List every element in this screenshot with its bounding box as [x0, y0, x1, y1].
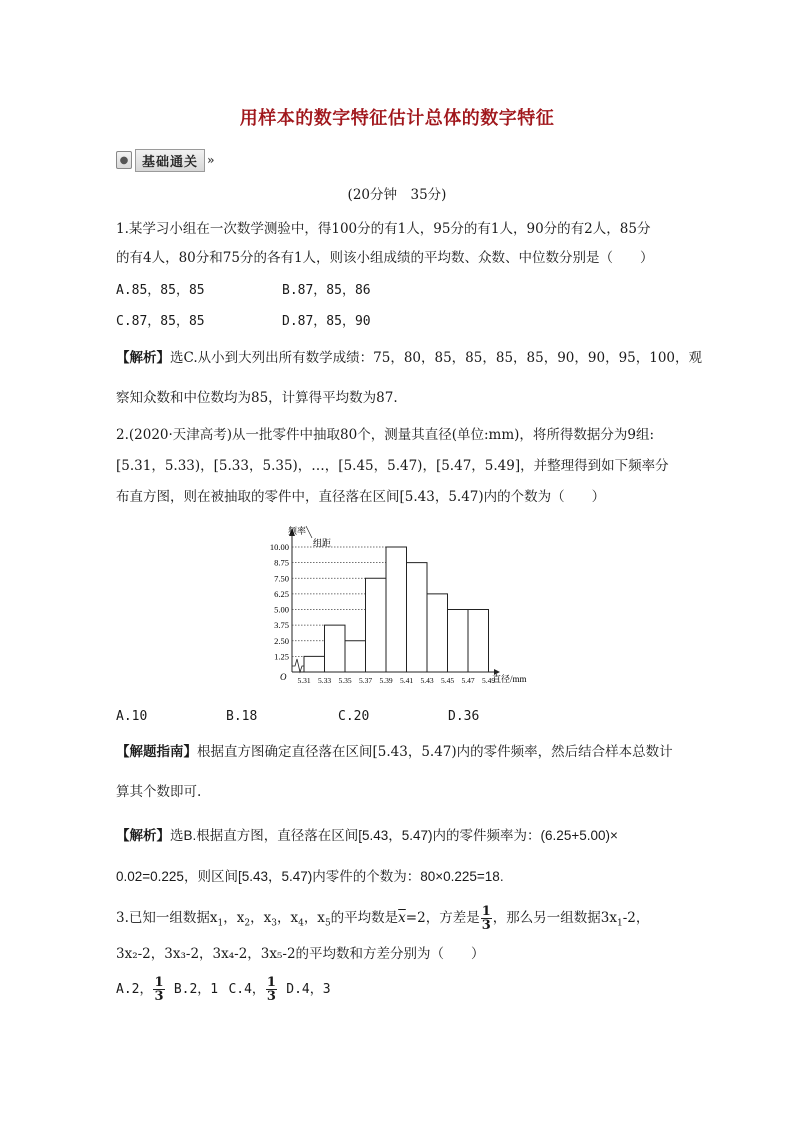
section-arrow: » [207, 153, 215, 167]
q1-option-a: A.85，85，85 [116, 283, 205, 298]
q3-line1-b: 的平均数是 [330, 910, 399, 926]
x-tick-label: 5.33 [317, 676, 332, 685]
q2-option-a: A.10 [116, 709, 148, 724]
histogram-bar [345, 641, 366, 672]
q2-line3: 布直方图，则在被抽取的零件中，直径落在区间[5.43，5.47)内的个数为（ ） [116, 489, 606, 505]
q3-line1-d: ，那么另一组数据3x [492, 910, 617, 926]
q1-option-b: B.87，85，86 [282, 283, 371, 298]
lightbulb-icon: ● [116, 151, 132, 169]
x-tick-label: 5.37 [358, 676, 373, 685]
q2-line2: [5.31，5.33)，[5.33，5.35)，…，[5.45，5.47)，[5.47，5.49]，并整理得到如下频率分 [116, 458, 669, 474]
x-tick-label: 5.35 [338, 676, 352, 685]
q3-option-b: B.2，1 [173, 982, 219, 997]
q3-line2: 3x₂-2，3x₃-2，3x₄-2，3x₅-2的平均数和方差分别为（ ） [116, 946, 485, 962]
q3-option-c: C.4， [228, 982, 265, 997]
q2-hint-label: 【解题指南】 [116, 744, 197, 759]
histogram-bar [407, 563, 428, 672]
q3-line1-c: =2，方差是 [405, 910, 480, 926]
q3-option-c-frac: $\frac{1}{3}$ [266, 975, 276, 1004]
q3-option-a: A.2， [116, 982, 153, 997]
q1-line1: 1.某学习小组在一次数学测验中，得100分的有1人，95分的有1人，90分的有2人，85分 [116, 221, 651, 237]
q1-option-c: C.87，85，85 [116, 314, 205, 329]
y-tick-label: 7.50 [274, 573, 289, 584]
q2-option-c: C.20 [338, 709, 370, 724]
q3-option-d: D.4，3 [286, 982, 331, 997]
histogram-bar [386, 547, 407, 672]
y-label-top: 频率 [288, 526, 307, 536]
q2-option-d: D.36 [448, 709, 480, 724]
y-label-bottom: 组距 [313, 538, 332, 548]
y-tick-label: 2.50 [274, 635, 289, 646]
q2-option-b: B.18 [226, 709, 258, 724]
q3-line1-a: 3.已知一组数据x [116, 910, 218, 926]
histogram-bar [448, 610, 469, 673]
histogram-bar [427, 594, 448, 672]
section-label: 基础通关 [135, 149, 205, 172]
y-tick-label: 10.00 [269, 542, 289, 552]
q2-analysis-line1: 选B.根据直方图，直径落在区间[5.43，5.47)内的零件频率为：(6.25+5.00)× [170, 828, 618, 843]
y-label-slash [306, 526, 312, 538]
histogram-bar [325, 625, 346, 672]
page-title: 用样本的数字特征估计总体的数字特征 [239, 108, 555, 129]
q1-analysis-line1: 选C.从小到大列出所有数学成绩：75，80，85，85，85，85，90，90，95，100，观 [170, 350, 703, 366]
x-tick-label: 5.47 [461, 676, 475, 685]
frequency-histogram [262, 522, 534, 688]
origin-label: O [280, 672, 287, 682]
q3-xbar: $\overline{x}$ [398, 910, 406, 926]
q2-analysis-line2: 0.02=0.225，则区间[5.43，5.47)内零件的个数为：80×0.225=18. [116, 869, 504, 884]
section-header [116, 150, 215, 170]
x-tick-label: 5.43 [420, 676, 434, 685]
q1-line2: 的有4人，80分和75分的各有1人，则该小组成绩的平均数、众数、中位数分别是（ ） [116, 250, 654, 266]
q3-line1: 3.已知一组数据$x_1$，$x_2$，$x_3$，$x_4$，$x_5$的平均数是$\overline{x}=2$，方差是 $\frac{1}{3}$ ，那么另一组数据$3x_1-2$， [116, 904, 650, 933]
q2-hint-line2: 算其个数即可. [116, 784, 202, 800]
x-tick-label: 5.41 [399, 676, 414, 685]
y-tick-label: 6.25 [274, 588, 289, 599]
x-tick-label: 5.31 [297, 676, 311, 685]
x-tick-label: 5.49 [481, 676, 496, 685]
x-axis-label: 直径/mm [492, 674, 527, 684]
q1-analysis-line2: 察知众数和中位数均为85，计算得平均数为87. [116, 390, 398, 406]
q1-analysis-label: 【解析】 [116, 350, 170, 365]
histogram-bar [366, 578, 387, 672]
q1-option-d: D.87，85，90 [282, 314, 371, 329]
y-tick-label: 8.75 [274, 557, 289, 568]
q3-option-a-frac: $\frac{1}{3}$ [154, 975, 164, 1004]
q2-analysis-label: 【解析】 [116, 828, 170, 843]
histogram-bar [304, 656, 325, 672]
q2-line1: 2.(2020·天津高考)从一批零件中抽取80个，测量其直径(单位:mm)，将所得数据分为9组: [116, 427, 655, 443]
time-note: (20分钟 35分) [347, 187, 447, 203]
x-tick-label: 5.45 [440, 676, 455, 685]
x-tick-label: 5.39 [379, 676, 393, 685]
q2-hint-line1: 根据直方图确定直径落在区间[5.43，5.47)内的零件频率，然后结合样本总数计 [197, 744, 673, 760]
y-tick-label: 1.25 [274, 651, 289, 662]
y-tick-label: 5.00 [274, 604, 289, 615]
q3-frac-variance: $\frac{1}{3}$ [481, 904, 491, 933]
axis-break [292, 659, 304, 672]
y-tick-label: 3.75 [274, 620, 289, 631]
q3-options [116, 976, 331, 1003]
histogram-bar [468, 610, 489, 673]
